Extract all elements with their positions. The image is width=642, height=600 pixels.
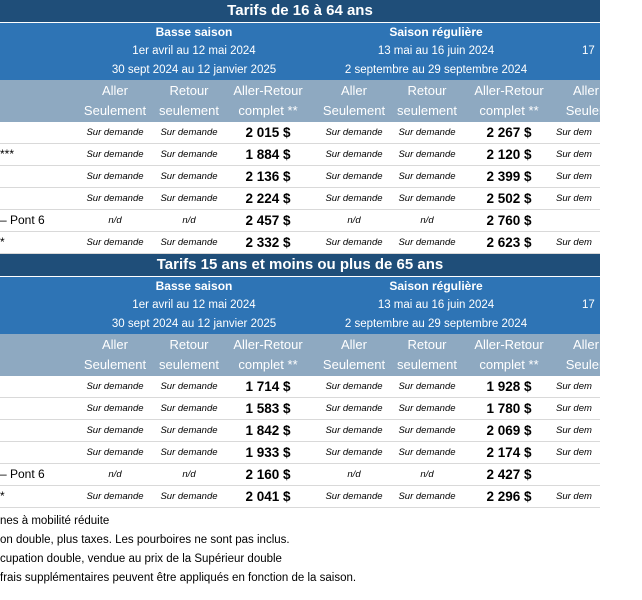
cell-next-season: Sur dem bbox=[556, 149, 592, 160]
third-season-partial: 17 bbox=[582, 45, 595, 57]
cell-low-round-trip: 2 224 $ bbox=[245, 191, 291, 206]
cell-regular-one-way: Sur demande bbox=[325, 491, 383, 502]
cell-low-round-trip: 2 457 $ bbox=[245, 213, 291, 228]
cell-regular-return: Sur demande bbox=[398, 237, 456, 248]
cell-regular-round-trip: 2 399 $ bbox=[486, 169, 532, 184]
table-row bbox=[0, 398, 600, 420]
cell-regular-return: Sur demande bbox=[398, 381, 456, 392]
section-title-band bbox=[0, 254, 600, 277]
season-dates-row-2 bbox=[0, 315, 600, 334]
column-header-row bbox=[0, 334, 607, 376]
col-one-way-next: Aller Seulen bbox=[565, 337, 607, 372]
cell-regular-return: Sur demande bbox=[398, 193, 456, 204]
cell-regular-round-trip: 2 623 $ bbox=[486, 235, 532, 250]
table-row bbox=[0, 442, 600, 464]
cell-regular-one-way: Sur demande bbox=[325, 149, 383, 160]
cell-low-return: Sur demande bbox=[160, 237, 218, 248]
cell-low-return: Sur demande bbox=[160, 403, 218, 414]
season-name-row bbox=[0, 277, 600, 296]
cell-low-round-trip: 1 583 $ bbox=[245, 401, 291, 416]
table-row bbox=[0, 232, 600, 254]
cell-next-season: Sur dem bbox=[556, 381, 592, 392]
low-season-dates-2: 30 sept 2024 au 12 janvier 2025 bbox=[111, 64, 277, 76]
cell-low-return: Sur demande bbox=[160, 149, 218, 160]
cell-low-round-trip: 2 332 $ bbox=[245, 235, 291, 250]
col-return-regular: Retour seulement bbox=[397, 337, 457, 372]
cell-regular-round-trip: 2 120 $ bbox=[486, 147, 532, 162]
season-dates-row bbox=[0, 296, 600, 315]
cell-next-season: Sur dem bbox=[556, 491, 592, 502]
table-row bbox=[0, 188, 600, 210]
cell-low-round-trip: 1 884 $ bbox=[245, 147, 291, 162]
col-return: Retour seulement bbox=[159, 337, 219, 372]
cell-regular-return: Sur demande bbox=[398, 171, 456, 182]
low-season-name: Basse saison bbox=[155, 25, 233, 39]
table-row bbox=[0, 122, 600, 144]
cell-next-season: Sur dem bbox=[556, 171, 592, 182]
cell-regular-one-way: n/d bbox=[347, 215, 361, 226]
cell-low-one-way: n/d bbox=[108, 215, 122, 226]
cell-low-one-way: Sur demande bbox=[86, 491, 144, 502]
cell-low-round-trip: 2 041 $ bbox=[245, 489, 291, 504]
row-label: * bbox=[0, 489, 5, 503]
cell-low-return: n/d bbox=[182, 215, 196, 226]
cell-regular-return: n/d bbox=[420, 469, 434, 480]
cell-regular-return: Sur demande bbox=[398, 491, 456, 502]
low-season-name: Basse saison bbox=[155, 279, 233, 293]
row-label: * bbox=[0, 235, 5, 249]
cell-low-return: Sur demande bbox=[160, 193, 218, 204]
col-return: Retour seulement bbox=[159, 83, 219, 118]
footnote-line: cupation double, vendue au prix de la Supérieur double bbox=[0, 553, 282, 565]
cell-low-one-way: n/d bbox=[108, 469, 122, 480]
cell-regular-round-trip: 1 928 $ bbox=[486, 379, 532, 394]
table-row bbox=[0, 464, 600, 486]
cell-regular-one-way: Sur demande bbox=[325, 171, 383, 182]
cell-regular-one-way: Sur demande bbox=[325, 193, 383, 204]
cell-regular-round-trip: 2 760 $ bbox=[486, 213, 532, 228]
col-round-trip: Aller-Retour complet ** bbox=[233, 83, 303, 118]
footnotes bbox=[0, 508, 600, 588]
regular-season-dates: 13 mai au 16 juin 2024 bbox=[377, 299, 495, 311]
row-label: – Pont 6 bbox=[0, 467, 45, 481]
footnote-line: nes à mobilité réduite bbox=[0, 515, 110, 527]
cell-low-one-way: Sur demande bbox=[86, 149, 144, 160]
cell-regular-one-way: Sur demande bbox=[325, 237, 383, 248]
cell-regular-return: Sur demande bbox=[398, 127, 456, 138]
cell-regular-return: n/d bbox=[420, 215, 434, 226]
cell-next-season: Sur dem bbox=[556, 237, 592, 248]
cell-low-round-trip: 2 160 $ bbox=[245, 467, 291, 482]
low-season-dates-2: 30 sept 2024 au 12 janvier 2025 bbox=[111, 318, 277, 330]
cell-regular-round-trip: 2 069 $ bbox=[486, 423, 532, 438]
section-title-band bbox=[0, 0, 600, 23]
cell-low-return: Sur demande bbox=[160, 171, 218, 182]
footnote-line: frais supplémentaires peuvent être appliqués en fonction de la saison. bbox=[0, 572, 357, 584]
cell-low-one-way: Sur demande bbox=[86, 447, 144, 458]
row-label: – Pont 6 bbox=[0, 213, 45, 227]
cell-regular-round-trip: 2 296 $ bbox=[486, 489, 532, 504]
cell-regular-one-way: Sur demande bbox=[325, 381, 383, 392]
cell-regular-return: Sur demande bbox=[398, 403, 456, 414]
column-header-row bbox=[0, 80, 607, 122]
season-dates-row bbox=[0, 42, 600, 61]
cell-low-one-way: Sur demande bbox=[86, 381, 144, 392]
cell-regular-round-trip: 2 267 $ bbox=[486, 125, 532, 140]
cell-low-return: Sur demande bbox=[160, 447, 218, 458]
cell-next-season: Sur dem bbox=[556, 193, 592, 204]
regular-season-name: Saison régulière bbox=[389, 279, 483, 293]
cell-low-one-way: Sur demande bbox=[86, 237, 144, 248]
cell-low-one-way: Sur demande bbox=[86, 127, 144, 138]
cell-low-round-trip: 1 842 $ bbox=[245, 423, 291, 438]
regular-season-dates-2: 2 septembre au 29 septembre 2024 bbox=[344, 64, 528, 76]
cell-regular-one-way: Sur demande bbox=[325, 127, 383, 138]
low-season-dates: 1er avril au 12 mai 2024 bbox=[132, 45, 256, 57]
season-header bbox=[0, 23, 600, 80]
table-row bbox=[0, 376, 600, 398]
col-return-regular: Retour seulement bbox=[397, 83, 457, 118]
season-header bbox=[0, 277, 600, 334]
cell-regular-round-trip: 2 174 $ bbox=[486, 445, 532, 460]
col-one-way-regular: Aller Seulement bbox=[322, 83, 386, 118]
col-round-trip-regular: Aller-Retour complet ** bbox=[474, 337, 544, 372]
regular-season-name: Saison régulière bbox=[389, 25, 483, 39]
section-title: Tarifs 15 ans et moins ou plus de 65 ans bbox=[156, 256, 444, 273]
cell-regular-round-trip: 2 427 $ bbox=[486, 467, 532, 482]
cell-low-return: Sur demande bbox=[160, 425, 218, 436]
col-one-way: Aller Seulement bbox=[83, 337, 147, 372]
col-one-way: Aller Seulement bbox=[83, 83, 147, 118]
table-row bbox=[0, 144, 600, 166]
col-one-way-regular: Aller Seulement bbox=[322, 337, 386, 372]
table-row bbox=[0, 166, 600, 188]
section-title: Tarifs de 16 à 64 ans bbox=[227, 2, 373, 19]
table-row bbox=[0, 210, 600, 232]
season-name-row bbox=[0, 23, 600, 42]
cell-regular-round-trip: 2 502 $ bbox=[486, 191, 532, 206]
col-one-way-next: Aller Seulen bbox=[565, 83, 607, 118]
table-row bbox=[0, 486, 600, 508]
cell-regular-one-way: Sur demande bbox=[325, 447, 383, 458]
cell-low-round-trip: 2 136 $ bbox=[245, 169, 291, 184]
cell-low-return: Sur demande bbox=[160, 127, 218, 138]
cell-low-round-trip: 1 714 $ bbox=[245, 379, 291, 394]
cell-regular-one-way: Sur demande bbox=[325, 403, 383, 414]
cell-next-season: Sur dem bbox=[556, 127, 592, 138]
cell-regular-round-trip: 1 780 $ bbox=[486, 401, 532, 416]
third-season-partial: 17 bbox=[582, 299, 595, 311]
col-round-trip-regular: Aller-Retour complet ** bbox=[474, 83, 544, 118]
low-season-dates: 1er avril au 12 mai 2024 bbox=[132, 299, 256, 311]
row-label: *** bbox=[0, 147, 15, 161]
footnote-line: on double, plus taxes. Les pourboires ne sont pas inclus. bbox=[0, 534, 290, 546]
cell-low-return: Sur demande bbox=[160, 381, 218, 392]
cell-low-round-trip: 2 015 $ bbox=[245, 125, 291, 140]
regular-season-dates: 13 mai au 16 juin 2024 bbox=[377, 45, 495, 57]
cell-regular-return: Sur demande bbox=[398, 447, 456, 458]
regular-season-dates-2: 2 septembre au 29 septembre 2024 bbox=[344, 318, 528, 330]
cell-low-one-way: Sur demande bbox=[86, 193, 144, 204]
cell-low-return: Sur demande bbox=[160, 491, 218, 502]
cell-next-season: Sur dem bbox=[556, 403, 592, 414]
cell-low-one-way: Sur demande bbox=[86, 425, 144, 436]
cell-regular-one-way: n/d bbox=[347, 469, 361, 480]
cell-low-one-way: Sur demande bbox=[86, 403, 144, 414]
season-dates-row-2 bbox=[0, 61, 600, 80]
cell-regular-return: Sur demande bbox=[398, 149, 456, 160]
cell-next-season: Sur dem bbox=[556, 425, 592, 436]
cell-low-return: n/d bbox=[182, 469, 196, 480]
col-round-trip: Aller-Retour complet ** bbox=[233, 337, 303, 372]
cell-low-round-trip: 1 933 $ bbox=[245, 445, 291, 460]
cell-low-one-way: Sur demande bbox=[86, 171, 144, 182]
cell-regular-one-way: Sur demande bbox=[325, 425, 383, 436]
cell-regular-return: Sur demande bbox=[398, 425, 456, 436]
cell-next-season: Sur dem bbox=[556, 447, 592, 458]
table-row bbox=[0, 420, 600, 442]
